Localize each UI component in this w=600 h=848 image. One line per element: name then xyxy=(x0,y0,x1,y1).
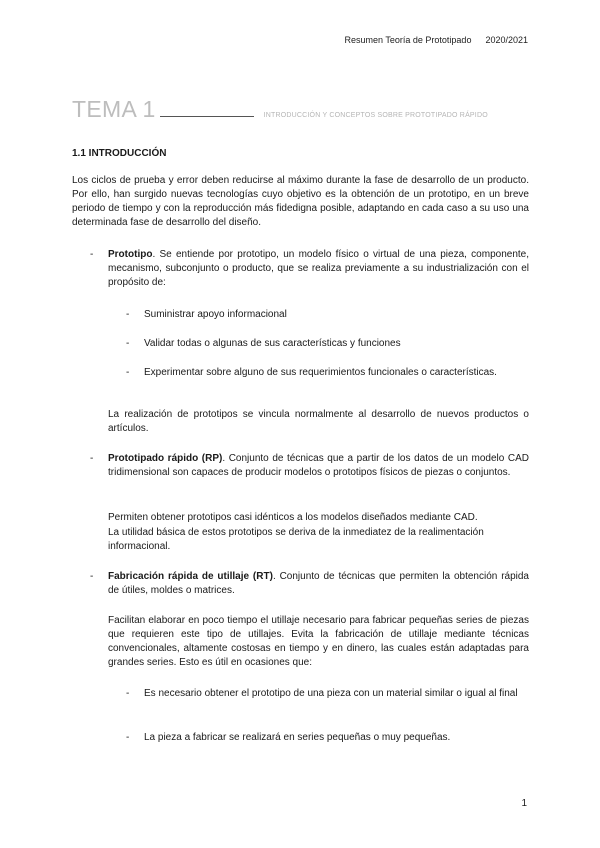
definition-rt xyxy=(108,570,529,598)
bullet-dash: - xyxy=(90,249,94,260)
page-number: 1 xyxy=(521,798,527,809)
list-item: Experimentar sobre alguno de sus requerimientos funcionales o características. xyxy=(144,367,497,378)
rp-note-2: La utilidad básica de estos prototipos se deriva de la inmediatez de la realimentación informacional. xyxy=(108,527,484,552)
definition-rp xyxy=(108,452,529,480)
list-item: La pieza a fabricar se realizará en series pequeñas o muy pequeñas. xyxy=(144,732,451,743)
bullet-dash: - xyxy=(90,571,94,582)
sub-bullet-dash: - xyxy=(126,309,130,320)
sub-bullet-dash: - xyxy=(126,732,130,743)
sub-bullet-dash: - xyxy=(126,688,130,699)
title-underline xyxy=(160,94,254,117)
definition-rt-text: . Conjunto de técnicas que permiten la obtención rápida de útiles, moldes o matrices. xyxy=(108,571,529,596)
chapter-title xyxy=(72,94,532,128)
chapter-number: TEMA 1 xyxy=(72,96,156,122)
term-rp: Prototipado rápido (RP) xyxy=(108,453,223,464)
chapter-subtitle: INTRODUCCIÓN Y CONCEPTOS SOBRE PROTOTIPADO RÁPIDO xyxy=(263,112,488,119)
prototipo-note: La realización de prototipos se vincula normalmente al desarrollo de nuevos productos o artículos. xyxy=(108,409,529,434)
sub-bullet-dash: - xyxy=(126,338,130,349)
sub-bullet-dash: - xyxy=(126,367,130,378)
section-heading: 1.1 INTRODUCCIÓN xyxy=(72,148,167,159)
running-header xyxy=(345,35,528,45)
list-item: Validar todas o algunas de sus características y funciones xyxy=(144,338,401,349)
definition-prototipo-text: . Se entiende por prototipo, un modelo físico o virtual de una pieza, componente, mecanismo, subconjunto o producto, que se realiza previamente a su industrialización con el propósito de: xyxy=(108,249,529,288)
bullet-dash: - xyxy=(90,453,94,464)
term-prototipo: Prototipo xyxy=(108,249,153,260)
list-item: Suministrar apoyo informacional xyxy=(144,309,287,320)
term-rt: Fabricación rápida de utillaje (RT) xyxy=(108,571,273,582)
list-item: Es necesario obtener el prototipo de una pieza con un material similar o igual al final xyxy=(144,688,518,699)
header-doc-title: Resumen Teoría de Prototipado xyxy=(344,35,472,45)
rp-note-1: Permiten obtener prototipos casi idénticos a los modelos diseñados mediante CAD. xyxy=(108,512,478,523)
definition-rp-text: . Conjunto de técnicas que a partir de los datos de un modelo CAD tridimensional son capaces de producir modelos o prototipos físicos de piezas o conjuntos. xyxy=(108,453,529,478)
definition-prototipo xyxy=(108,248,529,290)
header-year: 2020/2021 xyxy=(485,35,528,45)
intro-paragraph: Los ciclos de prueba y error deben reducirse al máximo durante la fase de desarrollo de un producto. Por ello, han surgido nuevas tecnologías cuyo objetivo es la obtención de un prototipo, en un breve periodo de tiempo y con la reproducción más fidedigna posible, adaptando en cada caso a su uso una determinada fase de desarrollo del diseño. xyxy=(72,175,529,228)
rt-note: Facilitan elaborar en poco tiempo el utillaje necesario para fabricar pequeñas series de piezas que requieren este tipo de utillajes. Evita la fabricación de utillaje mediante técnicas convencionales, altamente costosas en tiempo y en dinero, las cuales están adaptadas para grandes series. Esto es útil en ocasiones que: xyxy=(108,615,529,668)
